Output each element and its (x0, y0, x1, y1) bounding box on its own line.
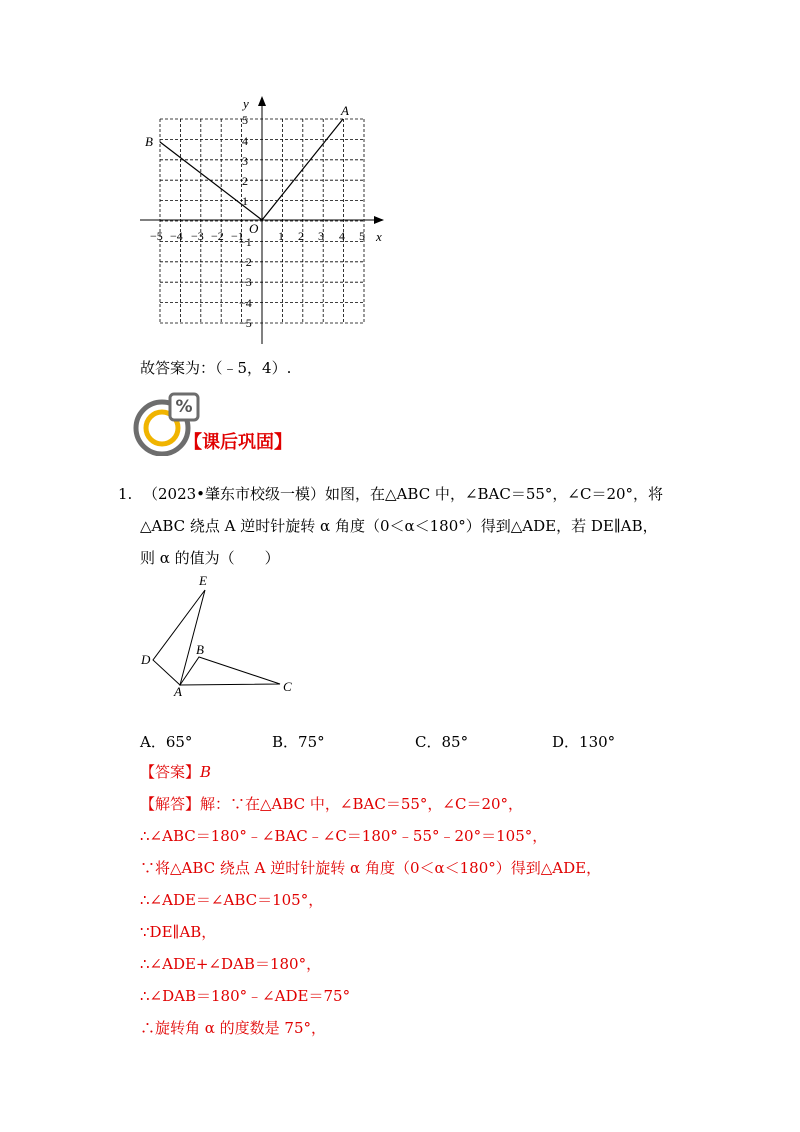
previous-answer: 故答案为：（﹣5，4）. (140, 359, 292, 377)
x-axis-label: x (376, 229, 382, 244)
label-c: C (283, 679, 292, 694)
coordinate-graph (130, 90, 390, 350)
x-tick-label: 5 (359, 229, 365, 243)
x-axis-arrow (374, 216, 384, 224)
x-tick-label: −1 (231, 229, 244, 243)
x-tick-label: 3 (318, 229, 324, 243)
triangle-figure (135, 570, 305, 700)
x-tick-label: −3 (191, 229, 204, 243)
triangle-abc (180, 657, 280, 685)
section-title: 【课后巩固】 (184, 432, 292, 453)
x-tick-label: 1 (278, 229, 284, 243)
solution-line: ∴∠DAB＝180°﹣∠ADE＝75° (140, 987, 351, 1005)
label-b: B (196, 642, 204, 657)
y-tick-label: −5 (239, 316, 252, 330)
origin-label: O (249, 221, 259, 236)
answer-value: B (200, 763, 212, 781)
percent-symbol: % (175, 397, 193, 417)
point-a-label: A (341, 103, 349, 118)
y-tick-label: 4 (242, 134, 248, 148)
x-tick-label: −2 (211, 229, 224, 243)
x-tick-label: 4 (339, 229, 345, 243)
option-d: D．130° (552, 733, 616, 751)
y-axis-label: y (243, 96, 249, 111)
y-tick-label: −4 (239, 296, 252, 310)
point-b-label: B (145, 134, 153, 149)
x-tick-label: 2 (298, 229, 304, 243)
solution-line: ∴∠ADE＝∠ABC＝105°， (140, 891, 324, 909)
label-e: E (199, 573, 207, 588)
question-line-1: （2023•肇东市校级一模）如图，在△ABC 中，∠BAC＝55°，∠C＝20°，将 (143, 485, 664, 503)
option-a: A．65° (140, 733, 193, 751)
solution-line: 【解答】解：∵在△ABC 中，∠BAC＝55°，∠C＝20°， (140, 795, 524, 813)
question-line-3: 则 α 的值为（ ） (140, 549, 280, 567)
solution-line: ∴∠ABC＝180°﹣∠BAC﹣∠C＝180°﹣55°﹣20°＝105°， (140, 827, 548, 845)
y-tick-label: 1 (242, 194, 248, 208)
y-tick-label: 5 (242, 113, 248, 127)
section-banner (132, 392, 332, 456)
y-tick-label: −3 (239, 275, 252, 289)
solution-line: ∴∠ADE+∠DAB＝180°， (140, 955, 322, 973)
solution-line: ∵将△ABC 绕点 A 逆时针旋转 α 角度（0＜α＜180°）得到△ADE， (140, 859, 602, 877)
y-axis-arrow (258, 96, 266, 106)
question-line-2: △ABC 绕点 A 逆时针旋转 α 角度（0＜α＜180°）得到△ADE，若 DE∥AB， (140, 517, 658, 535)
graph-polyline-boa (160, 119, 343, 220)
answer-prefix: 【答案】 (140, 763, 201, 781)
question-number: 1. (118, 485, 133, 503)
x-tick-label: −4 (170, 229, 183, 243)
answer-line (140, 762, 211, 782)
y-tick-label: −1 (239, 235, 252, 249)
y-tick-label: −2 (239, 255, 252, 269)
triangle-ade (153, 590, 205, 685)
option-c: C．85° (415, 733, 469, 751)
label-d: D (141, 652, 151, 667)
solution-line: ∴旋转角 α 的度数是 75°， (140, 1019, 327, 1037)
solution-line: ∵DE∥AB， (140, 923, 217, 941)
y-tick-label: 2 (242, 174, 248, 188)
y-tick-label: 3 (242, 154, 248, 168)
label-a: A (174, 684, 182, 699)
option-b: B．75° (272, 733, 325, 751)
x-tick-label: −5 (150, 229, 163, 243)
